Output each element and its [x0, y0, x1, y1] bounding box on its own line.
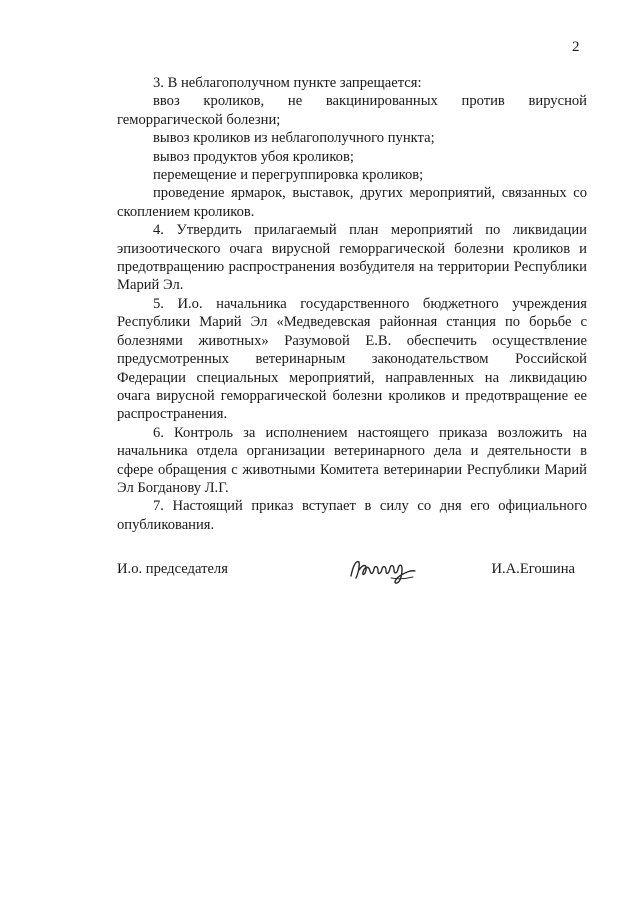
page-number: 2	[572, 39, 580, 55]
signatory-name: И.А.Егошина	[491, 561, 575, 577]
clause-7: 7. Настоящий приказ вступает в силу со дня его официального опубликования.	[117, 498, 587, 533]
prohibition-export-rabbits: вывоз кроликов из неблагополучного пункта;	[153, 130, 435, 147]
clause-5: 5. И.о. начальника государственного бюджетного учреждения Республики Марий Эл «Медведевская районная станция по борьбе с болезнями животных» Разумовой Е.В. обеспечить осуществление предусмотренных ветеринарным законодательством Российской Федерации специальных мероприятий, направленных на ликвидацию очага вирусной геморрагической болезни кроликов и предотвращение ее распространения.	[117, 295, 587, 423]
clause-3-heading: 3. В неблагополучном пункте запрещается:	[153, 75, 422, 91]
prohibition-movement: перемещение и перегруппировка кроликов;	[153, 167, 424, 184]
prohibition-export-products: вывоз продуктов убоя кроликов;	[153, 148, 354, 165]
signatory-title: И.о. председателя	[117, 561, 228, 577]
order-body	[117, 74, 587, 534]
signature-block	[117, 560, 587, 590]
clause-4: 4. Утвердить прилагаемый план мероприятий по ликвидации эпизоотического очага вирусной геморрагической болезни кроликов и предотвращению распространения возбудителя на территории Республики Марий Эл.	[117, 222, 587, 294]
clause-6: 6. Контроль за исполнением настоящего приказа возложить на начальника отдела организации ветеринарного дела и деятельности в сфере обращения с животными Комитета ветеринарии Республики Марий Эл Богданову Л.Г.	[117, 424, 587, 496]
handwritten-signature	[347, 552, 419, 586]
prohibition-events: проведение ярмарок, выставок, других мероприятий, связанных со скоплением кроликов.	[117, 185, 587, 220]
prohibition-import: ввоз кроликов, не вакцинированных против вирусной геморрагической болезни;	[117, 93, 587, 128]
